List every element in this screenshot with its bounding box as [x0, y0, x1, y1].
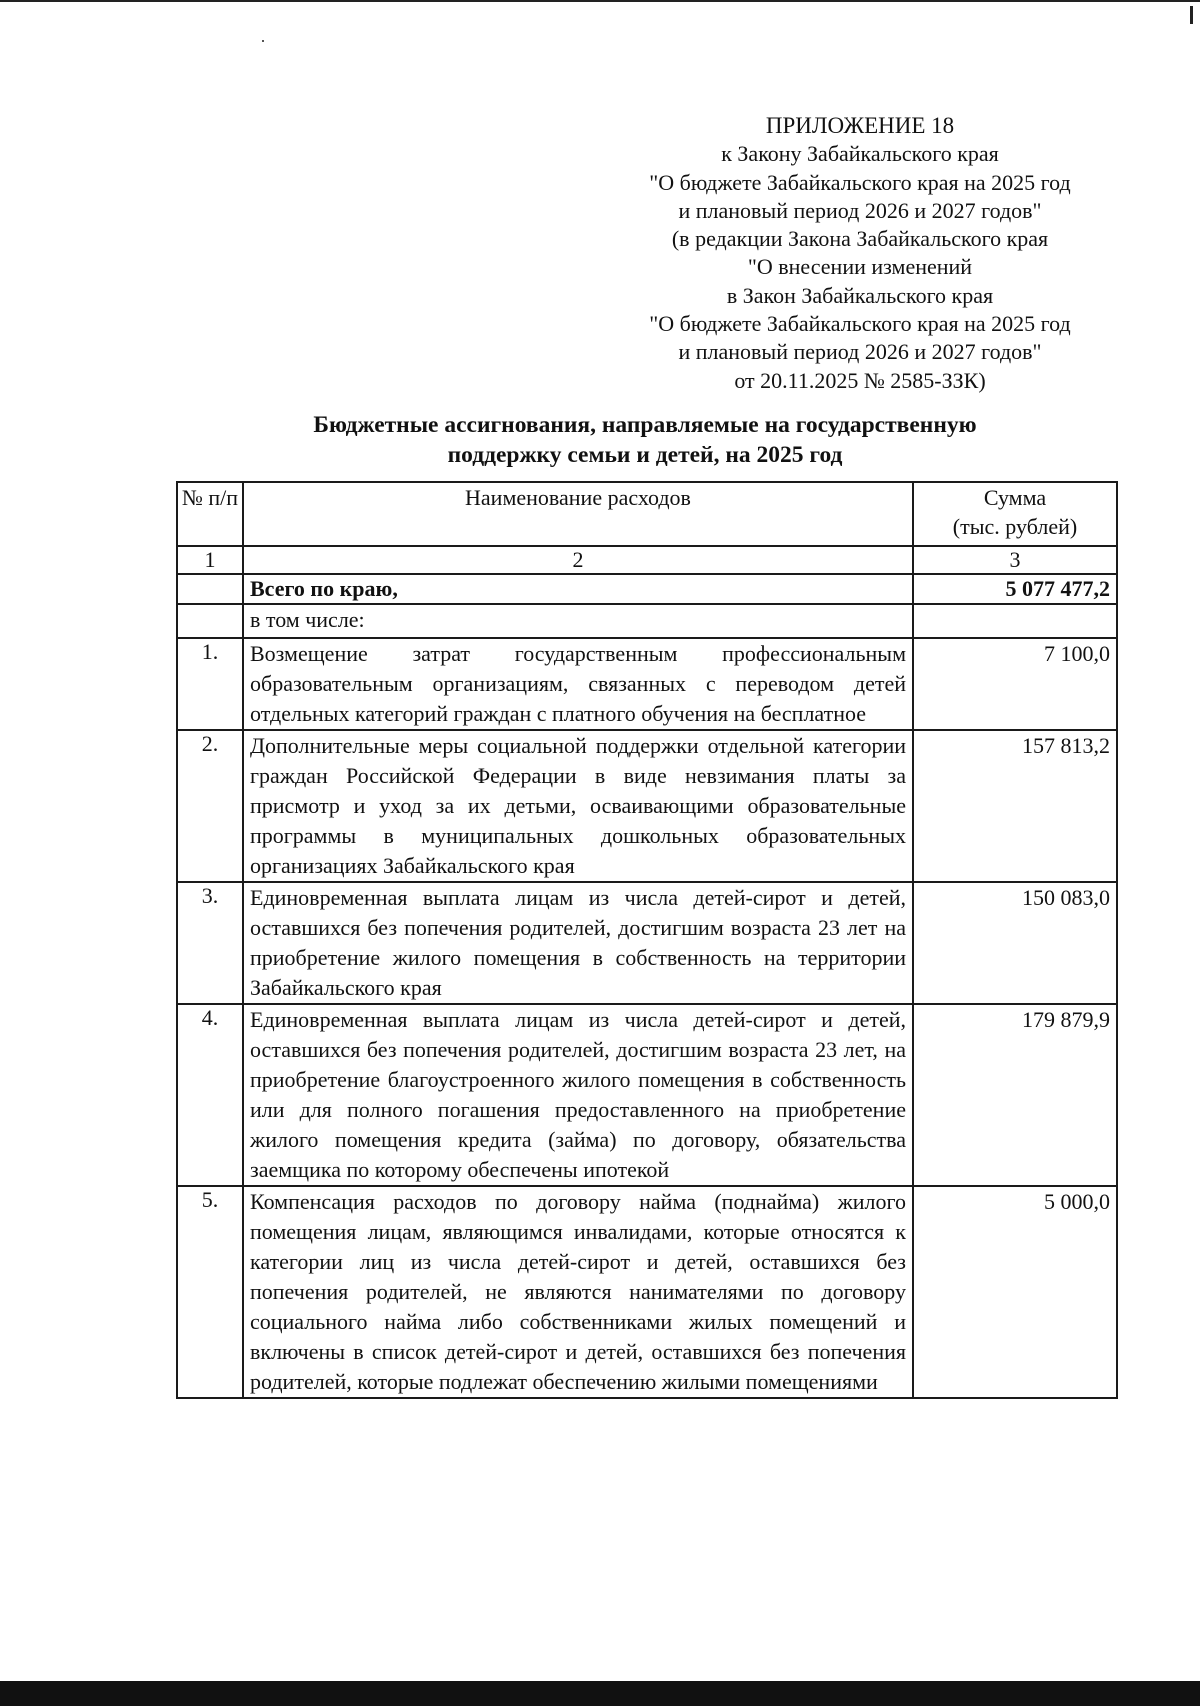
appendix-line: (в редакции Закона Забайкальского края	[671, 226, 1049, 252]
scan-speck	[262, 40, 264, 42]
row-name: Единовременная выплата лицам из числа детей-сирот и детей, оставшихся без попечения родителей, достигшим возраста 23 лет на приобретение жилого помещения в собственность на территории Забайкальского края	[243, 882, 913, 1004]
appendix-line: "О внесении изменений	[747, 254, 973, 280]
appendix-line: и плановый период 2026 и 2027 годов"	[678, 339, 1042, 365]
header-sum-line1: Сумма	[983, 485, 1047, 510]
table-row	[177, 1186, 1117, 1398]
appendix-header	[600, 112, 1120, 395]
appendix-line: от 20.11.2025 № 2585-ЗЗК)	[734, 367, 986, 393]
header-sum-line2: (тыс. рублей)	[952, 514, 1078, 539]
title-line-2: поддержку семьи и детей, на 2025 год	[447, 442, 843, 468]
scan-bottom-band	[0, 1681, 1200, 1706]
appendix-line: к Закону Забайкальского края	[721, 141, 999, 167]
header-sum	[913, 482, 1117, 546]
row-number: 3.	[177, 882, 243, 1004]
row-name: Возмещение затрат государственным профессиональным образовательным организациям, связанных с переводом детей отдельных категорий граждан с платного обучения на бесплатное	[243, 638, 913, 730]
row-number: 5.	[177, 1186, 243, 1398]
row-name: Компенсация расходов по договору найма (поднайма) жилого помещения лицам, являющимся инвалидами, которые относятся к категории лиц из числа детей-сирот и детей, оставшихся без попечения родителей, не являются нанимателями по договору социального найма либо собственниками жилых помещений и включены в список детей-сирот и детей, оставшихся без попечения родителей, которые подлежат обеспечению жилыми помещениями	[243, 1186, 913, 1398]
header-number: № п/п	[177, 482, 243, 546]
total-label: Всего по краю,	[243, 574, 913, 604]
row-sum: 179 879,9	[913, 1004, 1117, 1186]
column-index: 1	[177, 546, 243, 574]
appendix-line: и плановый период 2026 и 2027 годов"	[678, 197, 1042, 223]
table-header-row	[177, 482, 1117, 546]
row-sum: 150 083,0	[913, 882, 1117, 1004]
row-number: 2.	[177, 730, 243, 882]
appendix-line: "О бюджете Забайкальского края на 2025 год	[649, 311, 1071, 337]
including-sum-cell	[913, 604, 1117, 638]
table-row	[177, 730, 1117, 882]
table-row	[177, 882, 1117, 1004]
scan-top-border	[0, 0, 1200, 2]
budget-table	[176, 481, 1118, 1399]
including-row	[177, 604, 1117, 638]
appendix-number: ПРИЛОЖЕНИЕ 18	[765, 113, 955, 138]
appendix-line: в Закон Забайкальского края	[726, 282, 994, 308]
row-number: 1.	[177, 638, 243, 730]
column-index: 3	[913, 546, 1117, 574]
scan-edge-mark	[1190, 6, 1193, 24]
total-row	[177, 574, 1117, 604]
row-sum: 5 000,0	[913, 1186, 1117, 1398]
row-number: 4.	[177, 1004, 243, 1186]
row-name: Единовременная выплата лицам из числа детей-сирот и детей, оставшихся без попечения родителей, достигшим возраста 23 лет, на приобретение благоустроенного жилого помещения в собственность или для полного погашения предоставленного на приобретение жилого помещения кредита (займа) по договору, обязательства заемщика по которому обеспечены ипотекой	[243, 1004, 913, 1186]
table-row	[177, 638, 1117, 730]
row-sum: 157 813,2	[913, 730, 1117, 882]
document-title	[200, 410, 1090, 470]
including-number-cell	[177, 604, 243, 638]
column-index: 2	[243, 546, 913, 574]
title-line-1: Бюджетные ассигнования, направляемые на государственную	[313, 412, 977, 438]
header-name: Наименование расходов	[243, 482, 913, 546]
column-index-row	[177, 546, 1117, 574]
row-sum: 7 100,0	[913, 638, 1117, 730]
total-value: 5 077 477,2	[913, 574, 1117, 604]
total-number-cell	[177, 574, 243, 604]
appendix-line: "О бюджете Забайкальского края на 2025 год	[649, 169, 1071, 195]
row-name: Дополнительные меры социальной поддержки отдельной категории граждан Российской Федерации в виде невзимания платы за присмотр и уход за их детьми, осваивающими образовательные программы в муниципальных дошкольных образовательных организациях Забайкальского края	[243, 730, 913, 882]
including-label: в том числе:	[243, 604, 913, 638]
table-row	[177, 1004, 1117, 1186]
